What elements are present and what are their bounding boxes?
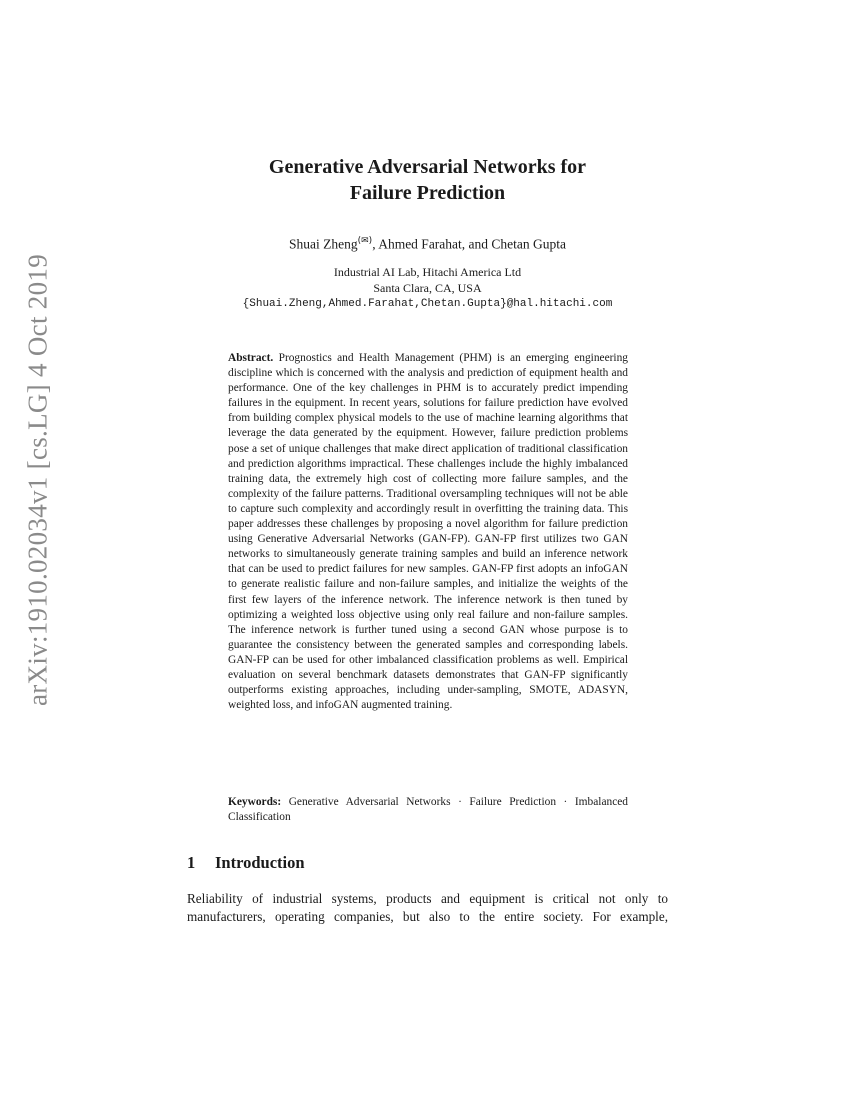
paper-title-line-1: Generative Adversarial Networks for bbox=[268, 156, 587, 178]
keywords bbox=[228, 795, 628, 825]
author-rest: , Ahmed Farahat, and Chetan Gupta bbox=[372, 236, 567, 252]
author-first: Shuai Zheng bbox=[288, 236, 358, 252]
abstract bbox=[228, 351, 628, 713]
paper-title-line-2: Failure Prediction bbox=[349, 182, 506, 204]
section-number: 1 bbox=[187, 853, 196, 872]
affiliation-emails: {Shuai.Zheng,Ahmed.Farahat,Chetan.Gupta}@hal.hitachi.com bbox=[242, 298, 613, 310]
keywords-label: Keywords: bbox=[228, 796, 282, 808]
abstract-text: Prognostics and Health Management (PHM) is an emerging engineering discipline which is concerned with the analysis and prediction of equipment health and performance. One of the key challenges in PHM is to accurately predict impending failures in the equipment. In recent years, solutions for failure prediction have evolved from building complex physical models to the use of machine learning algorithms that leverage the data generated by the equipment. However, failure prediction problems pose a set of unique challenges that make direct application of traditional classification and prediction algorithms impractical. These challenges include the highly imbalanced training data, the extremely high cost of collecting more failure samples, and the complexity of the failure patterns. Traditional oversampling techniques will not be able to capture such complexity and accordingly result in overfitting the training data. This paper addresses these challenges by proposing a novel algorithm for failure prediction using Generative Adversarial Networks (GAN-FP). GAN-FP first utilizes two GAN networks to simultaneously generate training samples and build an inference network that can be used to predict failures for new samples. GAN-FP first adopts an infoGAN to generate realistic failure and non-failure samples, and initialize the weights of the first few layers of the inference network. The inference network is then tuned by optimizing a weighted loss objective using only real failure and non-failure samples. The inference network is further tuned using a second GAN whose purpose is to guarantee the consistency between the generated samples and corresponding labels. GAN-FP can be used for other imbalanced classification problems as well. Empirical evaluation on several benchmark datasets demonstrates that GAN-FP significantly outperforms existing approaches, including under-sampling, SMOTE, ADASYN, weighted loss, and infoGAN augmented training. bbox=[228, 352, 628, 712]
affiliation-location: Santa Clara, CA, USA bbox=[373, 281, 482, 295]
affiliation-lab: Industrial AI Lab, Hitachi America Ltd bbox=[333, 265, 522, 279]
abstract-label: Abstract. bbox=[228, 352, 274, 364]
introduction-paragraph: Reliability of industrial systems, products and equipment is critical not only to manufacturers, operating companies, but also to the entire society. For example, bbox=[187, 891, 668, 924]
author-list bbox=[185, 236, 670, 253]
section-heading-introduction bbox=[187, 853, 305, 873]
section-title: Introduction bbox=[215, 853, 305, 872]
mail-icon: (✉) bbox=[357, 236, 373, 246]
paper-title bbox=[185, 154, 670, 206]
keywords-text: Generative Adversarial Networks · Failure Prediction · Imbalanced Classification bbox=[228, 796, 628, 824]
affiliation-block bbox=[185, 264, 670, 312]
arxiv-identifier-text: arXiv:1910.02034v1 [cs.LG] 4 Oct 2019 bbox=[22, 253, 53, 707]
